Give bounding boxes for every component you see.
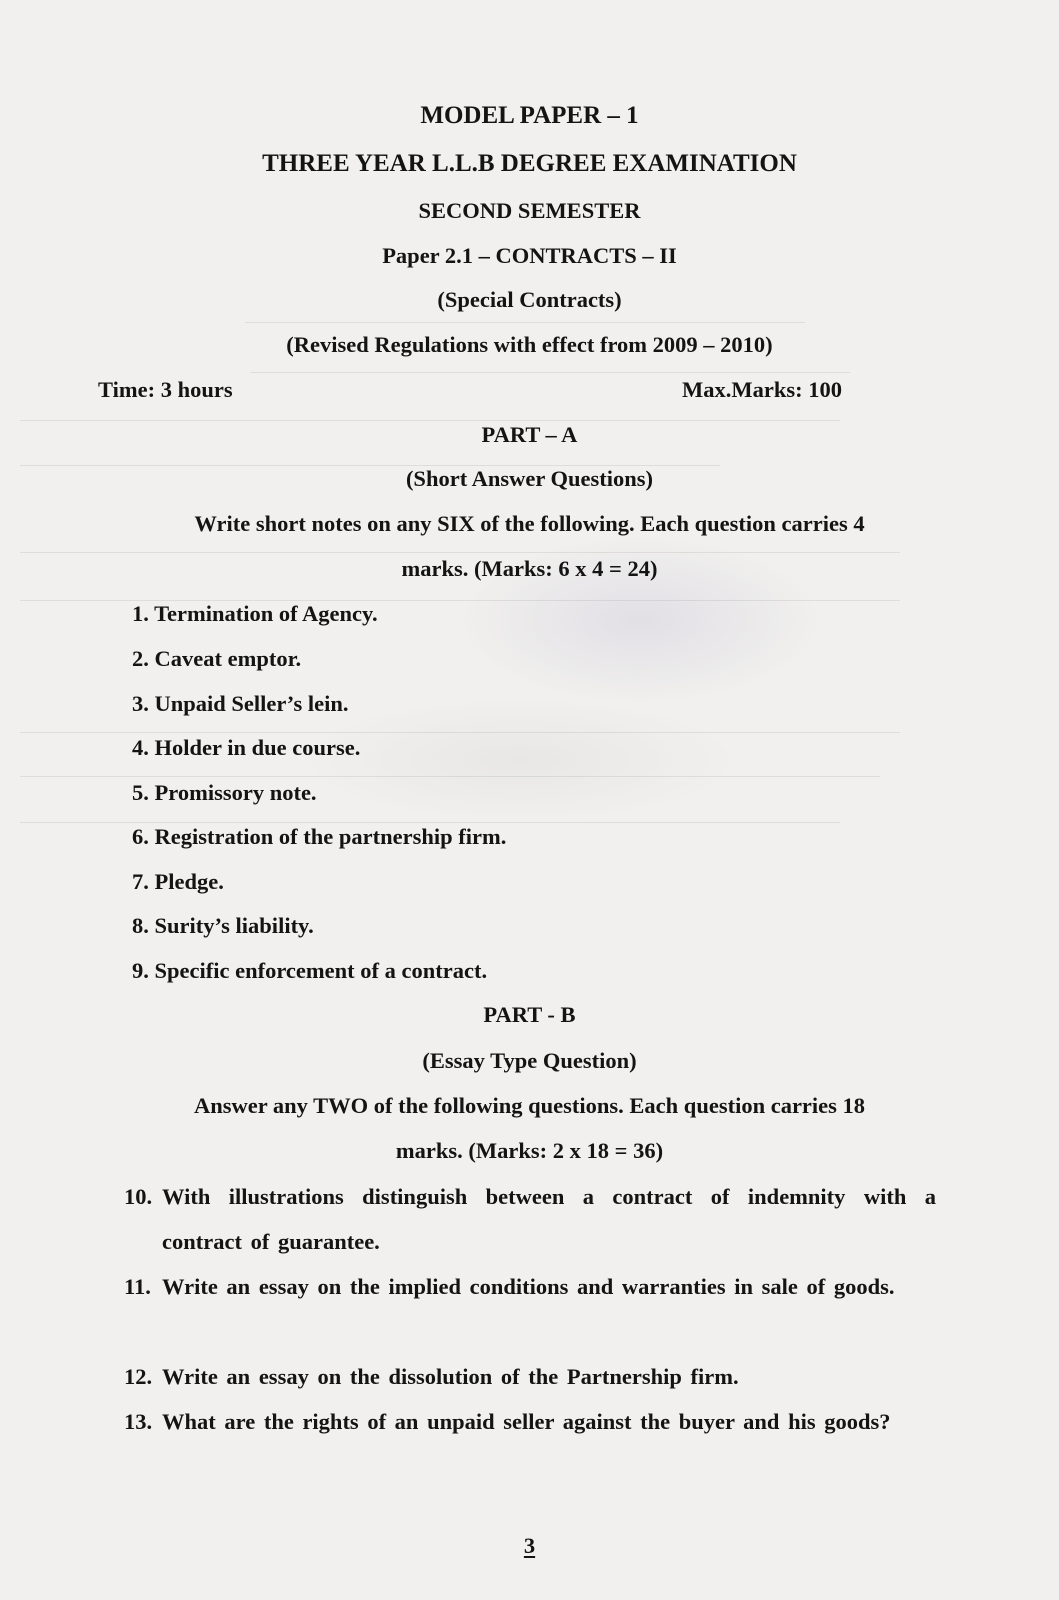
short-question [132,868,224,896]
semester: SECOND SEMESTER [418,198,641,223]
question-text: Caveat emptor. [154,646,302,671]
short-question [132,912,314,940]
max-marks: Max.Marks: 100 [682,377,842,402]
question-number: 3. [132,691,149,716]
exam-time: Time: 3 hours [98,377,233,402]
part-a-title: PART – A [481,422,578,447]
paper-title: MODEL PAPER – 1 [420,102,639,129]
question-number: 12. [124,1364,153,1389]
essay-question [124,1354,936,1399]
short-question [132,734,360,762]
bleed-through-line [245,322,805,323]
essay-question [124,1264,936,1309]
question-number: 2. [132,646,149,671]
question-text: Promissory note. [154,780,317,805]
bleed-through-line [20,776,880,777]
bleed-through-line [250,372,850,373]
bleed-through-line [20,732,900,733]
question-number: 11. [124,1274,151,1299]
question-text: Write an essay on the dissolution of the Partnership firm. [162,1364,739,1389]
essay-question [124,1174,936,1264]
question-text: Holder in due course. [154,735,361,760]
question-text: Termination of Agency. [154,601,378,626]
question-number: 6. [132,824,149,849]
question-text: What are the rights of an unpaid seller against the buyer and his goods? [162,1409,891,1434]
question-number: 1. [132,601,149,626]
paper-subtitle: (Special Contracts) [437,287,622,312]
short-question [132,823,506,851]
question-number: 4. [132,735,149,760]
short-question [132,600,378,628]
part-a-instruction: Write short notes on any SIX of the following. Each question carries 4 [194,511,865,536]
short-question [132,645,301,673]
question-number: 13. [124,1409,153,1434]
question-number: 10. [124,1184,153,1209]
short-question [132,957,487,985]
question-number: 8. [132,913,149,938]
short-question [132,690,348,718]
question-text: Unpaid Seller’s lein. [154,691,349,716]
question-text: Registration of the partnership firm. [154,824,507,849]
page-number: 3 [523,1533,536,1558]
question-number: 9. [132,958,149,983]
question-text: Write an essay on the implied conditions and warranties in sale of goods. [162,1274,895,1299]
part-b-title: PART - B [483,1002,576,1027]
part-a-marks: marks. (Marks: 6 x 4 = 24) [401,556,658,581]
bleed-through-line [20,552,900,553]
paper-name: Paper 2.1 – CONTRACTS – II [382,243,677,268]
question-text: With illustrations distinguish between a contract of indemnity with a contract of guarantee. [162,1184,936,1254]
regulations: (Revised Regulations with effect from 2009 – 2010) [286,332,773,357]
question-number: 7. [132,869,149,894]
essay-question [124,1399,936,1444]
short-question [132,779,317,807]
part-b-instruction: Answer any TWO of the following questions. Each question carries 18 [193,1093,866,1118]
question-text: Specific enforcement of a contract. [154,958,488,983]
part-b-subtitle: (Essay Type Question) [422,1048,637,1073]
question-text: Surity’s liability. [154,913,314,938]
question-number: 5. [132,780,149,805]
exam-name: THREE YEAR L.L.B DEGREE EXAMINATION [262,150,797,177]
part-a-subtitle: (Short Answer Questions) [405,466,654,491]
part-b-marks: marks. (Marks: 2 x 18 = 36) [395,1138,664,1163]
question-text: Pledge. [154,869,224,894]
